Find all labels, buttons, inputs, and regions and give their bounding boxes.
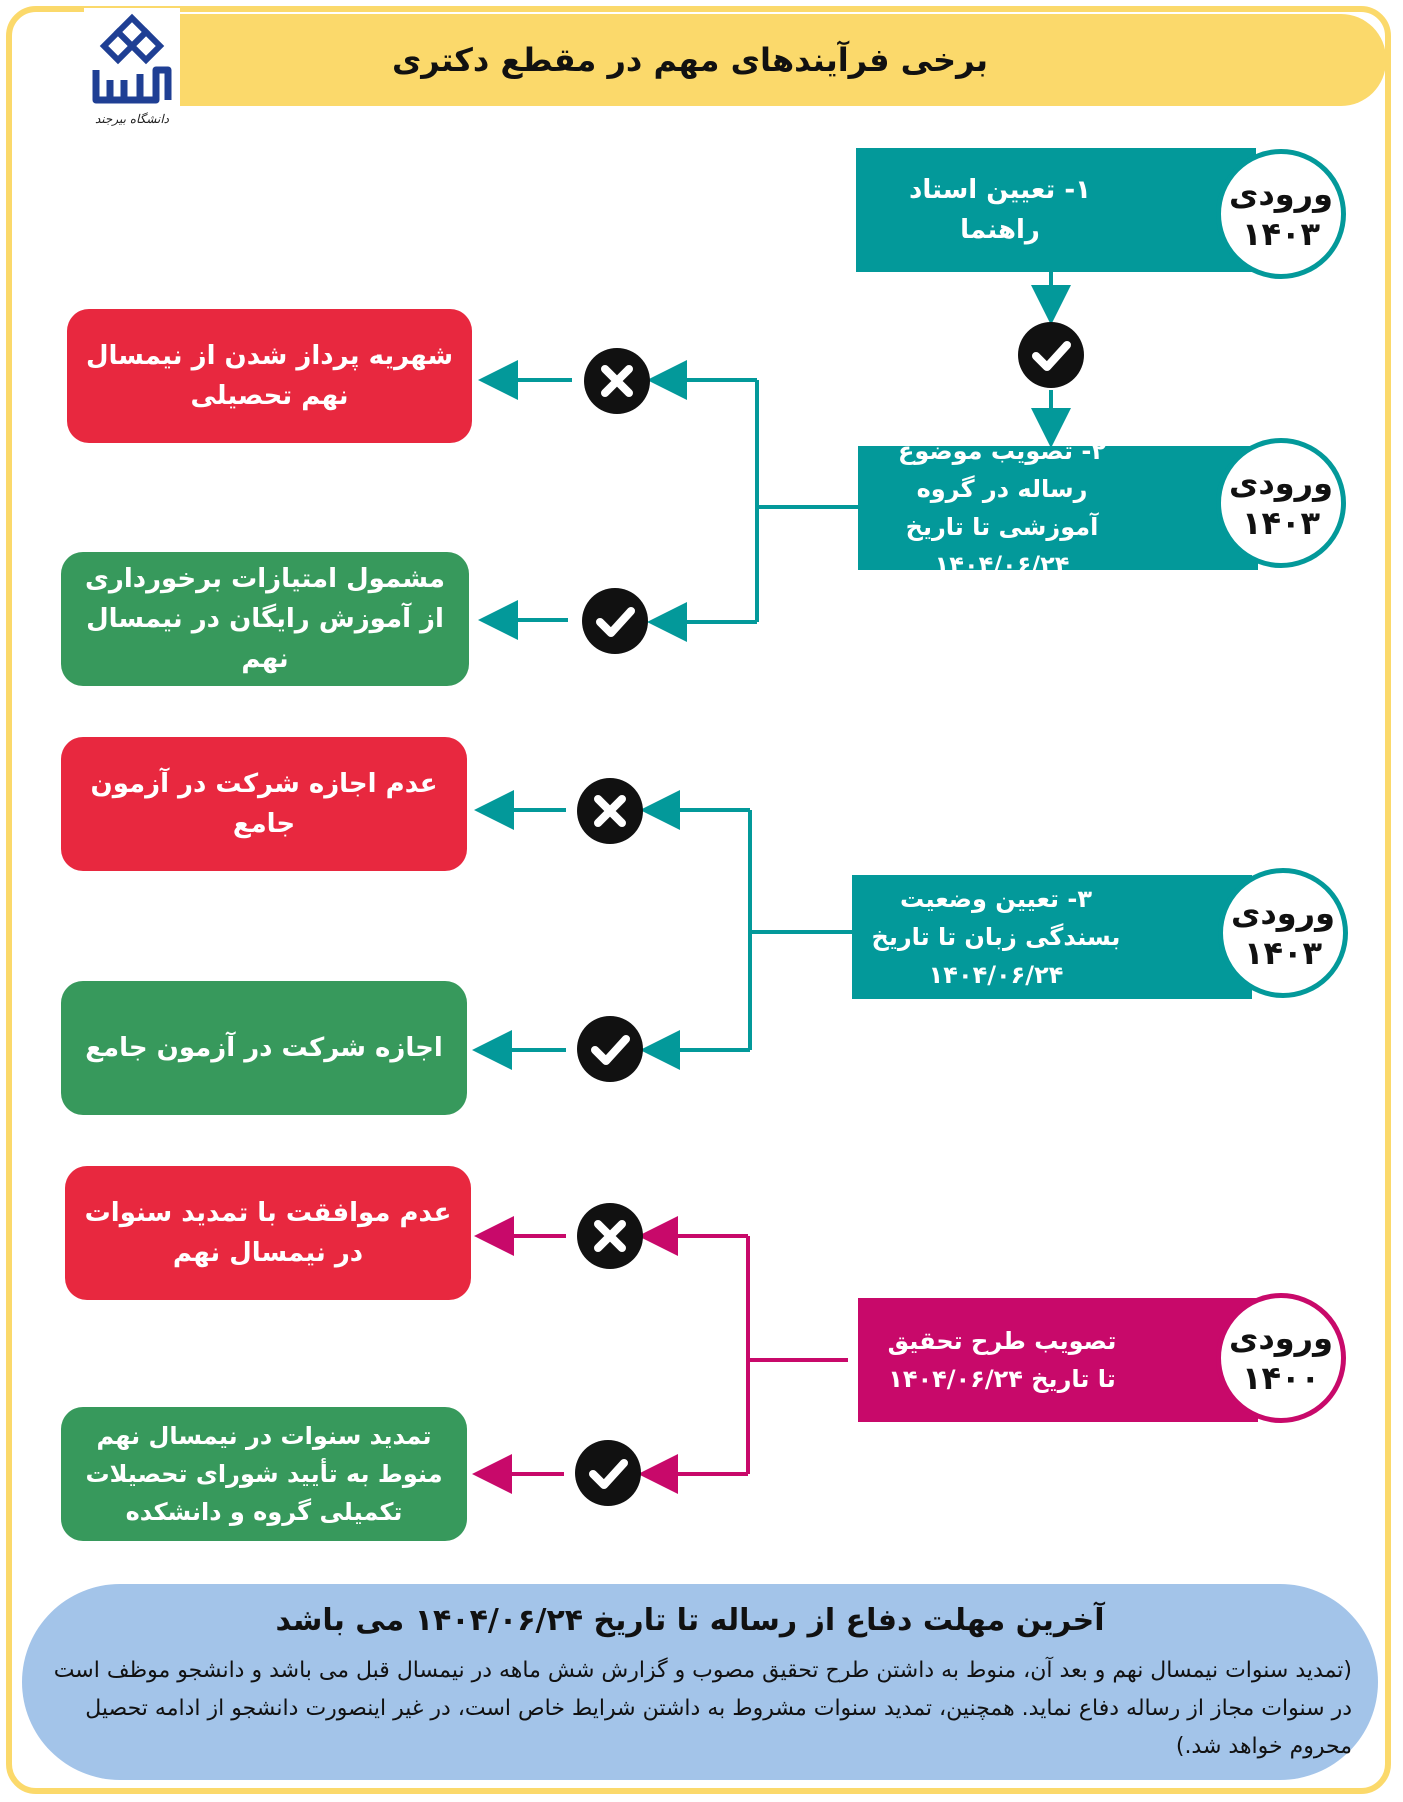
step-2-outcome-yes <box>61 552 469 686</box>
step-4-text: تصویب طرح تحقیق تا تاریخ ۱۴۰۴/۰۶/۲۴ <box>887 1327 1117 1393</box>
step-1-entry-badge <box>1216 149 1346 279</box>
step-4-entry-badge <box>1216 1293 1346 1423</box>
check-icon <box>577 1016 643 1082</box>
outcome-text: مشمول امتیازات برخورداری از آموزش رایگان در نیمسال نهم <box>85 564 445 674</box>
outcome-text: شهریه پرداز شدن از نیمسال نهم تحصیلی <box>85 341 454 411</box>
cross-icon <box>577 1203 643 1269</box>
entry-year: ۱۴۰۰ <box>1241 1359 1321 1397</box>
entry-year: ۱۴۰۳ <box>1241 504 1321 542</box>
entry-label: ورودی <box>1231 894 1335 932</box>
deadline-note: (تمدید سنوات نیمسال نهم و بعد آن، منوط به داشتن طرح تحقیق مصوب و گزارش شش ماهه در نیمسال قبل می باشد و دانشجو موظف است در سنوات مجاز از رساله دفاع نماید. همچنین، تمدید سنوات مشروط به داشتن شرایط خاص است، در غیر اینصورت دانشجو از ادامه تحصیل محروم خواهد شد.) <box>53 1658 1352 1759</box>
deadline-title: آخرین مهلت دفاع از رساله تا تاریخ ۱۴۰۴/۰۶/۲۴ می باشد <box>275 1603 1105 1638</box>
outcome-text: تمدید سنوات در نیمسال نهم منوط به تأیید شورای تحصیلات تکمیلی گروه و دانشکده <box>85 1422 443 1526</box>
logo-caption: دانشگاه بیرجند <box>94 112 170 126</box>
entry-label: ورودی <box>1229 464 1333 502</box>
step-2-text: ۲- تصویب موضوع رساله در گروه آموزشی تا تاریخ ۱۴۰۴/۰۶/۲۴ <box>898 437 1106 579</box>
step-2-entry-badge <box>1216 438 1346 568</box>
step-4-box <box>858 1298 1258 1422</box>
outcome-text: عدم اجازه شرکت در آزمون جامع <box>90 769 438 839</box>
outcome-text: اجازه شرکت در آزمون جامع <box>85 1033 443 1063</box>
step-2-outcome-no <box>67 309 472 443</box>
check-icon <box>1018 322 1084 388</box>
step-3-entry-badge <box>1218 868 1348 998</box>
entry-label: ورودی <box>1229 175 1333 213</box>
step-3-text: ۳- تعیین وضعیت بسندگی زبان تا تاریخ ۱۴۰۴/۰۶/۲۴ <box>871 885 1121 989</box>
step-4-outcome-no <box>65 1166 471 1300</box>
step-2-box <box>858 437 1258 579</box>
step-4-outcome-yes <box>61 1407 467 1541</box>
cross-icon <box>584 348 650 414</box>
step-1-box <box>856 148 1256 272</box>
entry-label: ورودی <box>1229 1319 1333 1357</box>
check-icon <box>582 588 648 654</box>
page-title: برخی فرآیندهای مهم در مقطع دکتری <box>391 41 989 79</box>
entry-year: ۱۴۰۳ <box>1241 215 1321 253</box>
cross-icon <box>577 778 643 844</box>
step-3-box <box>852 875 1252 999</box>
step-3-outcome-yes <box>61 981 467 1115</box>
step-3-outcome-no <box>61 737 467 871</box>
step-1-text: ۱- تعیین استاد راهنما <box>908 175 1092 245</box>
entry-year: ۱۴۰۳ <box>1243 934 1323 972</box>
outcome-text: عدم موافقت با تمدید سنوات در نیمسال نهم <box>84 1198 452 1268</box>
check-icon <box>575 1440 641 1506</box>
